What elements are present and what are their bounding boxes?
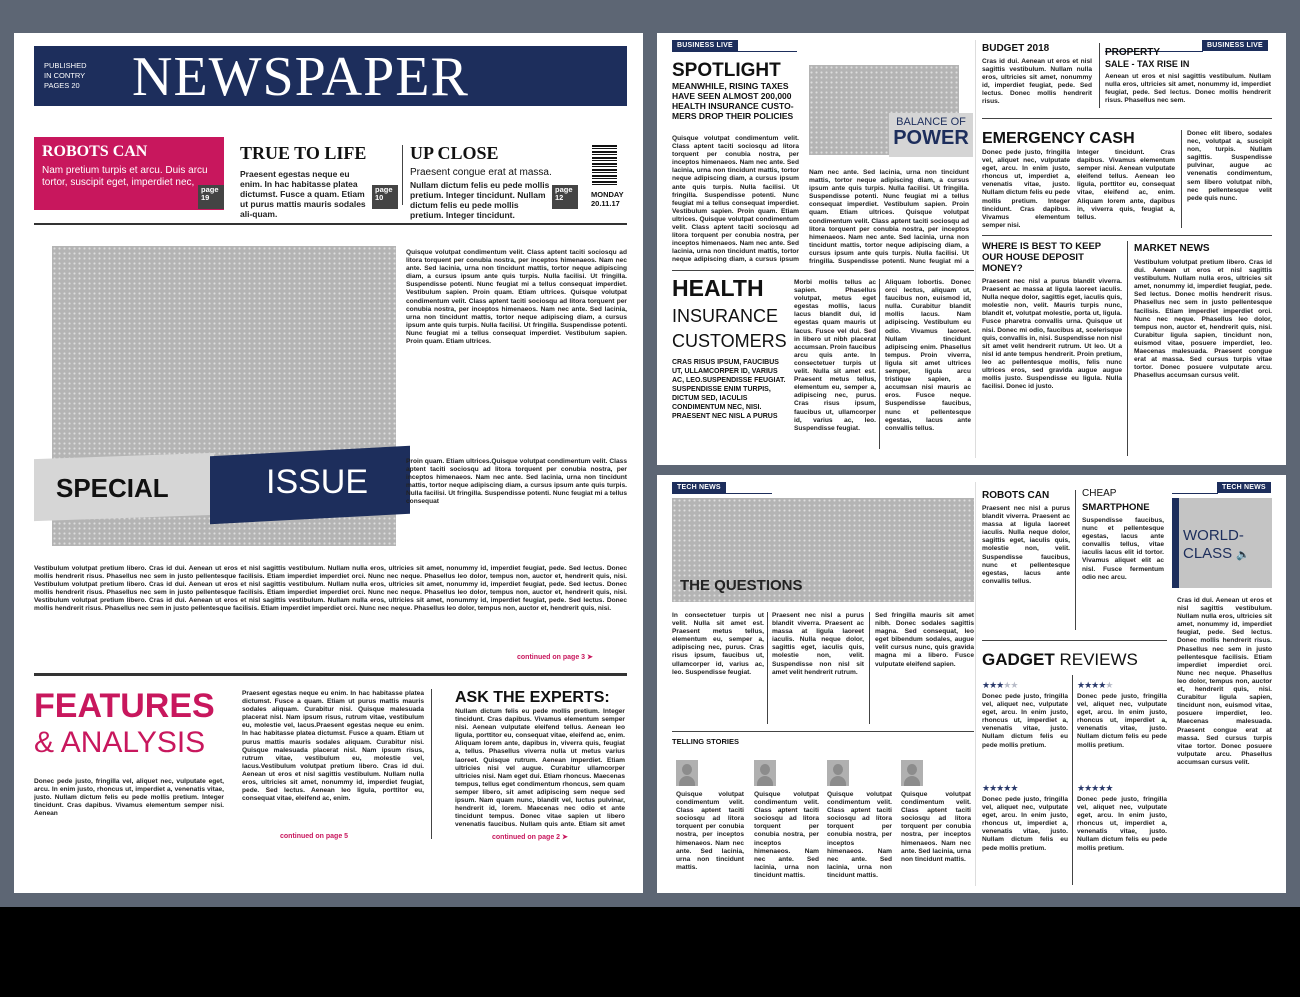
teaser-text: Nam pretium turpis et arcu. Duis arcu tortor, suscipit eget, imperdiet nec, xyxy=(42,165,208,188)
q-divider-2 xyxy=(869,612,870,724)
health-column-2: Aliquam lobortis. Donec orci lectus, aliquam ut, faucibus non, euismod id, nulla. Curabitur blandit mollis lacus. Nam adipiscing. Vestibulum eu odio. Vivamus laoreet. Nullam tincidunt adipiscing enim. Phasellus tempus. Proin viverra, ligula sit amet ultrices semper, ligula arcu tristique sapien, a accumsan nisi mauris ac eros. Fusce neque. Suspendisse faucibus, nunc et pellentesque egestas, lacus ante convallis tellus. xyxy=(885,279,971,432)
star-icon: ★ xyxy=(1010,783,1018,793)
continued-page-5[interactable]: continued on page 5 xyxy=(280,833,349,840)
portrait-4 xyxy=(901,760,923,786)
property-subtitle: SALE - TAX RISE IN xyxy=(1105,59,1190,69)
budget-title: BUDGET 2018 xyxy=(982,43,1050,54)
star-icon: ★ xyxy=(1003,783,1011,793)
q-divider-1 xyxy=(767,612,768,724)
tech-page xyxy=(657,475,1286,893)
health-title-2: INSURANCE xyxy=(672,306,779,326)
world-class-text: Cras id dui. Aenean ut eros et nisl sagittis vestibulum. Nullam nulla eros, ultricies sit amet, nonummy id, imperdiet feugiat, pede. Sed lectus. Donec mollis hendrerit risus. Phasellus nec sem in justo pellentesque facilisis. Etiam imperdiet imperdiet orci. Nunc nec neque. Phasellus leo dolor, tempus non, auctor et, hendrerit quis, nisi. Curabitur ligula sapien, tincidunt non, euismod vitae, posuere imperdiet, leo. Maecenas malesuada. Praesent congue erat at massa. Sed cursus turpis vitae tortor. Donec posuere vulputate arcu. Phasellus accumsan cursus velit. xyxy=(1177,597,1272,766)
mid-column-text: Praesent egestas neque eu enim. In hac habitasse platea dictumst. Fusce a quam. Etiam ut purus mattis mauris sodales aliquam. Curabitur nisi. Quisque malesuada placerat nisl. Nam ipsum risus, rutrum vitae, vestibulum eu, molestie vel, lacus.Praesent egestas neque eu enim. In hac habitasse platea dictumst. Fusce a quam. Etiam ut purus mattis mauris sodales aliquam. Curabitur nisi. Quisque malesuada placerat nisl. Nam ipsum risus, rutrum vitae, vestibulum eu, molestie vel, lacus.Vestibulum volutpat pretium libero. Cras id dui. Aenean ut eros et nisl sagittis vestibulum. Nullam nulla eros, ultricies sit amet, nonummy id, imperdiet feugiat, pede. Sed lectus. Aenean leo ligula, porttitor eu, consequat vitae, eleifend ac, enim. xyxy=(242,690,424,803)
business-tag-left: BUSINESS LIVE xyxy=(672,40,738,51)
star-icon: ★ xyxy=(1105,680,1113,690)
emergency-column-1: Donec pede justo, fringilla vel, aliquet nec, vulputate eget, arcu. In enim justo, rhoncus ut, imperdiet a, venenatis vitae, justo. Nullam dictum felis eu pede mollis pretium. Integer tincidunt. Cras dapibus. Vivamus elementum semper nisi. xyxy=(982,149,1070,229)
analysis-title: & ANALYSIS xyxy=(34,726,206,759)
portrait-2 xyxy=(754,760,776,786)
review-1: ★★★★★ Donec pede justo, fringilla vel, aliquet nec, vulputate eget, arcu. In enim justo, rhoncus ut, imperdiet a, venenatis vitae, justo. Nullam dictum felis eu pede mollis pretium. xyxy=(982,675,1068,773)
star-icon: ★ xyxy=(996,783,1004,793)
world-class-label-2: CLASS 🔈 xyxy=(1183,545,1251,562)
story-text-4: Quisque volutpat condimentum velit. Class aptent taciti sociosqu ad litora torquent per conubia nostra, per inceptos himenaeos. Nam nec ante. Sed lacinia, urna non tincidunt mattis. xyxy=(901,791,971,863)
teaser-text: Praesent egestas neque eu enim. In hac habitasse platea dictumst. Fusce a quam. Etiam ut purus mattis mauris sodales ali-quam. xyxy=(240,169,366,219)
review-2: ★★★★★ Donec pede justo, fringilla vel, aliquet nec, vulputate eget, arcu. In enim justo, rhoncus ut, imperdiet a, venenatis vitae, justo. Nullam dictum felis eu pede mollis pretium. xyxy=(1077,675,1167,773)
deposit-title: WHERE IS BEST TO KEEP OUR HOUSE DEPOSIT MONEY? xyxy=(982,241,1101,274)
review-4: ★★★★★ Donec pede justo, fringilla vel, aliquet nec, vulputate eget, arcu. In enim justo, rhoncus ut, imperdiet a, venenatis vitae, justo. Nullam dictum felis eu pede mollis pretium. xyxy=(1077,778,1167,893)
ask-divider xyxy=(431,689,432,839)
teaser-robots[interactable] xyxy=(34,137,224,210)
special-label: SPECIAL xyxy=(56,473,169,503)
arrow-right-icon: ➤ xyxy=(587,654,593,661)
property-text: Aenean ut eros et nisl sagittis vestibulum. Nullam nulla eros, ultricies sit amet, nonummy id, imperdiet feugiat, pede. Sed lectus. Donec mollis hendrerit risus. Phasellus nec sem. xyxy=(1105,73,1271,105)
star-icon: ★ xyxy=(1077,783,1085,793)
business-page xyxy=(657,33,1286,465)
continued-page-2[interactable]: continued on page 2 ➤ xyxy=(492,834,568,841)
star-icon: ★ xyxy=(996,680,1004,690)
business-rule-left xyxy=(672,51,797,52)
teaser-up-close[interactable] xyxy=(406,137,576,220)
page-fold-right xyxy=(975,482,976,886)
masthead-info: PUBLISHED IN CONTRY PAGES 20 xyxy=(44,61,87,90)
star-icon: ★ xyxy=(1084,680,1092,690)
star-icon: ★ xyxy=(989,680,997,690)
teaser-true-to-life[interactable] xyxy=(234,137,396,219)
market-divider xyxy=(1127,241,1128,456)
emergency-rule xyxy=(982,118,1272,119)
story-text-1: Quisque volutpat condimentum velit. Class aptent taciti sociosqu ad litora torquent per conubia nostra, per inceptos himenaeos. Nam nec ante. Sed lacinia, urna non tincidunt mattis. xyxy=(676,791,744,871)
star-icon: ★ xyxy=(982,680,990,690)
star-icon: ★ xyxy=(1105,783,1113,793)
star-icon: ★ xyxy=(1098,783,1106,793)
masthead xyxy=(34,46,627,106)
emergency-title: EMERGENCY CASH xyxy=(982,130,1135,147)
teaser-page-box: page 12 xyxy=(552,185,578,209)
speaker-icon: 🔈 xyxy=(1236,549,1251,561)
market-text: Vestibulum volutpat pretium libero. Cras id dui. Aenean ut eros et nisl sagittis vestibulum. Nullam nulla eros, ultricies sit amet, nonummy id, imperdiet feugiat, pede. Sed lectus. Donec mollis hendrerit risus. Phasellus nec sem in justo pellentesque facilisis. Etiam imperdiet imperdiet orci. Nunc nec neque. Phasellus leo dolor, tempus non, auctor et, hendrerit quis, nisi. Curabitur ligula sapien, tincidunt non, euismod vitae, posuere imperdiet, leo. Maecenas malesuada. Praesent congue erat at massa. Sed cursus turpis vitae tortor. Donec posuere vulputate arcu. Phasellus accumsan cursus velit. xyxy=(1134,259,1272,380)
teaser-page-box: page 10 xyxy=(372,185,398,209)
smartphone-title: SMARTPHONE xyxy=(1082,502,1150,513)
teaser-title: UP CLOSE xyxy=(410,143,499,163)
issue-label: ISSUE xyxy=(266,463,369,501)
business-tag-right: BUSINESS LIVE xyxy=(1202,40,1268,51)
questions-column-1: In consectetuer turpis ut velit. Nulla sit amet est. Praesent metus tellus, elementum eu, semper a, adipiscing nec, purus. Cras risus ipsum, faucibus ut, ullamcorper id, varius ac, leo. Suspendisse feugiat. xyxy=(672,612,764,676)
section-rule xyxy=(34,673,627,676)
health-subtitle: CRAS RISUS IPSUM, FAUCIBUS UT, ULLAMCORPER ID, VARIUS AC, LEO.SUSPENDISSE FEUGIAT. SUSPENDISSE ENIM TURPIS, DICTUM SED, IACULIS CONDIMENTUM NEC, NISI. PRAESENT NEC NISL A PURUS xyxy=(672,359,786,420)
tech-tag-right: TECH NEWS xyxy=(1217,482,1271,493)
ask-title: ASK THE EXPERTS: xyxy=(455,689,610,706)
emergency-column-3: Donec elit libero, sodales nec, volutpat a, suscipit non, turpis. Nullam sagittis. Suspendisse pulvinar, augue ac venenatis condimentum, sem libero volutpat nibh, nec pellentesque velit pede quis nunc. xyxy=(1187,130,1272,202)
cheap-title: CHEAP xyxy=(1082,488,1117,499)
gadget-divider xyxy=(1072,675,1073,885)
world-class-label-1: WORLD- xyxy=(1183,527,1244,544)
spotlight-text: Quisque volutpat condimentum velit. Class aptent taciti sociosqu ad litora torquent per conubia nostra, per inceptos himenaeos. Nam nec ante. Sed lacinia, urna non tincidunt mattis, tortor neque adipiscing diam, a cursus ipsum ante quis turpis. Nulla facilisi. Ut fringilla. Suspendisse potenti. Nunc feugiat mi a tellus consequat imperdiet. Vestibulum sapien. Proin quam. Etiam ultrices. Quisque volutpat condimentum velit. Class aptent taciti sociosqu ad litora torquent per conubia nostra, per inceptos himenaeos. Nam nec ante. Sed lacinia, urna non tincidunt mattis, tortor neque adipiscing diam, a cursus ipsum xyxy=(672,135,799,264)
budget-divider xyxy=(1099,43,1100,108)
tech-rule-right xyxy=(1172,493,1218,494)
front-column-2: Proin quam. Etiam ultrices.Quisque volutpat condimentum velit. Class aptent taciti sociosqu ad litora torquent per conubia nostra, per inceptos himenaeos. Nam nec ante. Sed lacinia, urna non tincidunt mattis, tortor neque adipiscing diam, a cursus ipsum ante quis turpis. Nulla facilisi. Ut fringilla. Suspendisse potenti. Nunc feugiat mi a tellus consequat xyxy=(406,458,627,506)
star-icon: ★ xyxy=(982,783,990,793)
health-rule xyxy=(672,270,974,271)
health-col-divider xyxy=(879,279,880,449)
emergency-divider xyxy=(1181,130,1182,228)
continued-page-3[interactable]: continued on page 3 ➤ xyxy=(517,654,593,661)
smartphone-text: Suspendisse faucibus, nunc et pellentesque egestas, lacus ante convallis tellus, vitae iaculis lacus elit id tortor. Vivamus aliquet elit ac nisl. Fusce fermentum odio nec arcu. xyxy=(1082,517,1164,581)
teaser-title: ROBOTS CAN xyxy=(42,143,148,160)
health-title-3: CUSTOMERS xyxy=(672,331,787,351)
questions-title: THE QUESTIONS xyxy=(680,577,803,594)
date-box: MONDAY 20.11.17 xyxy=(591,190,624,208)
balance-text: Nam nec ante. Sed lacinia, urna non tincidunt mattis, tortor neque adipiscing diam, a cursus ipsum ante quis turpis. Nulla facilisi. Ut fringilla. Suspendisse potenti. Nunc feugiat mi a tellus consequat imperdiet. Vestibulum sapien. Proin quam. Etiam ultrices. Quisque volutpat condimentum velit. Class aptent taciti sociosqu ad litora torquent per conubia nostra, per inceptos himenaeos. Nam nec ante. Sed lacinia, urna non tincidunt mattis, tortor neque adipiscing diam, a cursus ipsum ante quis turpis. Nulla facilisi. Ut fringilla. Suspendisse potenti. Nunc feugiat mi a xyxy=(809,169,969,265)
tech-rule-left xyxy=(672,493,772,494)
star-icon: ★ xyxy=(1003,680,1011,690)
deposit-text: Praesent nec nisl a purus blandit viverra. Praesent ac massa at ligula laoreet iaculis. Nulla neque dolor, sagittis eget, iaculis quis, molestie non, velit. Mauris turpis nunc, blandit et, volutpat molestie, porta ut, ligula. Fusce pharetra convallis urna. Quisque ut nisi. Donec mi odio, faucibus at, scelerisque quis, convallis in, nisi. Suspendisse non nisl sit amet velit hendrerit rutrum. Ut leo. Ut a nisl id ante tempus hendrerit. Proin pretium, leo ac pellentesque mollis, felis nunc ultrices eros, sed gravida augue augue mollis justo. Suspendisse eu ligula. Nulla facilisi. Donec id justo. xyxy=(982,278,1122,391)
gadget-title: GADGET REVIEWS xyxy=(982,650,1138,669)
features-title: FEATURES xyxy=(34,687,215,725)
health-column-1: Morbi mollis tellus ac sapien. Phasellus volutpat, metus eget egestas mollis, lacus lacus blandit dui, id egestas quam mauris ut lacus. Fusce vel dui. Sed in libero ut nibh placerat accumsan. Proin faucibus arcu quis ante. In consectetuer turpis ut velit. Nulla sit amet est. Praesent metus tellus, elementum eu, semper a, adipiscing nec, purus. Cras risus ipsum, faucibus ut, ullamcorper id, varius ac, leo. Suspendisse feugiat. xyxy=(794,279,876,432)
portrait-1 xyxy=(676,760,698,786)
front-column-1: Quisque volutpat condimentum velit. Class aptent taciti sociosqu ad litora torquent per conubia nostra, per inceptos himenaeos. Nam nec ante. Sed lacinia, urna non tincidunt mattis, tortor neque adipiscing diam, a cursus ipsum ante quis turpis. Nulla facilisi. Ut fringilla. Suspendisse potenti. Nunc feugiat mi a tellus consequat imperdiet. Vestibulum sapien. Proin quam. Etiam ultrices. Quisque volutpat condimentum velit. Class aptent taciti sociosqu ad litora torquent per conubia nostra, per inceptos himenaeos. Nam nec ante. Sed lacinia, urna non tincidunt mattis, tortor neque adipiscing diam, a cursus ipsum ante quis turpis. Nulla facilisi. Ut fringilla. Suspendisse potenti. Nunc feugiat mi a tellus consequat imperdiet. Vestibulum sapien. Proin quam. Etiam ultrices. xyxy=(406,249,627,346)
deposit-rule xyxy=(982,235,1272,236)
arrow-right-icon: ➤ xyxy=(562,834,568,841)
rating-stars xyxy=(982,778,1068,796)
teaser-divider xyxy=(402,145,403,205)
star-icon: ★ xyxy=(1098,680,1106,690)
features-text: Donec pede justo, fringilla vel, aliquet nec, vulputate eget, arcu. In enim justo, rhoncus ut, imperdiet a, venenatis vitae, justo. Nullam dictum felis eu pede mollis pretium. Integer tincidunt. Cras dapibus. Vivamus elementum semper nisi. Aenean xyxy=(34,778,224,818)
robots-title: ROBOTS CAN xyxy=(982,490,1050,501)
property-title: PROPERTY xyxy=(1105,47,1161,58)
emergency-column-2: Integer tincidunt. Cras dapibus. Vivamus elementum semper nisi. Aenean vulputate eleifend tellus. Aenean leo ligula, porttitor eu, consequat vitae, eleifend ac, enim. Aliquam lorem ante, dapibus in, viverra quis, feugiat a, tellus. xyxy=(1077,149,1175,221)
teaser-page-box: page 19 xyxy=(198,185,224,209)
ask-text: Nullam dictum felis eu pede mollis pretium. Integer tincidunt. Cras dapibus. Vivamus elementum semper nisi. Aenean vulputate eleifend tellus. Aenean leo ligula, porttitor eu, consequat vitae, eleifend ac, enim. Aliquam lorem ante, dapibus in, viverra quis, feugiat a, tellus. Phasellus viverra nulla ut metus varius laoreet. Quisque rutrum. Aenean imperdiet. Etiam ultricies nisi vel augue. Curabitur ullamcorper ultricies nisi. Nam eget dui. Etiam rhoncus. Maecenas tempus, tellus eget condimentum rhoncus, sem quam semper libero, sit amet adipiscing sem neque sed ipsum. Nam quam nunc, blandit vel, luctus pulvinar, hendrerit id, lorem. Maecenas nec odio et ante tincidunt tempus. Donec vitae sapien ut libero venenatis faucibus. Nullam quis ante. Etiam sit amet xyxy=(455,708,625,828)
balance-box: BALANCE OF POWER xyxy=(889,113,973,157)
smart-divider xyxy=(1075,490,1076,630)
market-title: MARKET NEWS xyxy=(1134,243,1210,254)
story-text-2: Quisque volutpat condimentum velit. Class aptent taciti sociosqu ad litora torquent per conubia nostra, per inceptos himenaeos. Nam nec ante. Sed lacinia, urna non tincidunt mattis. xyxy=(754,791,819,879)
teaser-text: Nullam dictum felis eu pede mollis pretium. Integer tincidunt. Nullam dictum felis eu pede mollis pretium. Integer tincidunt. xyxy=(410,180,550,220)
star-icon: ★ xyxy=(1077,680,1085,690)
budget-text: Cras id dui. Aenean ut eros et nisl sagittis vestibulum. Nullam nulla eros, ultricies sit amet, nonummy id, imperdiet feugiat, pede. Sed lectus. Donec mollis hendrerit risus. xyxy=(982,58,1092,106)
health-title-1: HEALTH xyxy=(672,275,764,301)
tech-tag-left: TECH NEWS xyxy=(672,482,726,493)
questions-column-2: Praesent nec nisl a purus blandit viverra. Praesent ac massa at ligula laoreet iaculis. Nulla neque dolor, sagittis eget, iaculis quis, molestie non, velit. Suspendisse non nisl sit amet velit hendrerit rutrum. xyxy=(772,612,864,676)
telling-title: TELLING STORIES xyxy=(672,737,739,746)
header-rule xyxy=(34,223,627,225)
front-wide-text: Vestibulum volutpat pretium libero. Cras id dui. Aenean ut eros et nisl sagittis vestibulum. Nullam nulla eros, ultricies sit amet, nonummy id, imperdiet feugiat, pede. Sed lectus. Donec mollis hendrerit risus. Phasellus nec sem in justo pellentesque facilisis. Etiam imperdiet imperdiet orci. Nunc nec neque. Phasellus leo dolor, tempus non, auctor et, hendrerit quis, nisi. Vestibulum volutpat pretium libero. Cras id dui. Aenean ut eros et nisl sagittis vestibulum. Nullam nulla eros, ultricies sit amet, nonummy id, imperdiet feugiat, pede. Sed lectus. Donec mollis hendrerit risus. Phasellus nec sem in justo pellentesque facilisis. Etiam imperdiet imperdiet orci. Nunc nec neque. Phasellus leo dolor, tempus non, auctor et, hendrerit quis, nisi. Vestibulum volutpat pretium libero. Cras id dui. Aenean ut eros et nisl sagittis vestibulum. Nullam nulla eros, ultricies sit amet, nonummy id, imperdiet feugiat, pede. Sed lectus. Donec mollis hendrerit risus. Phasellus nec sem in justo pellentesque facilisis. Etiam imperdiet imperdiet orci. Nunc nec neque. Phasellus leo dolor, tempus non, auctor et, hendrerit quis, nisi. xyxy=(34,565,627,613)
star-icon: ★ xyxy=(989,783,997,793)
teaser-lead: Praesent congue erat at massa. xyxy=(410,167,552,178)
spotlight-subtitle: MEANWHILE, RISING TAXES HAVE SEEN ALMOST 200,000 HEALTH INSURANCE CUSTO-MERS DROP THEIR POLICIES xyxy=(672,81,794,121)
spotlight-title: SPOTLIGHT xyxy=(672,60,781,81)
front-page xyxy=(14,33,643,893)
robots-text: Praesent nec nisl a purus blandit viverra. Praesent ac massa at ligula laoreet iaculis. Nulla neque dolor, sagittis eget, iaculis quis, molestie non, velit. Suspendisse faucibus, nunc et pellentesque egestas, lacus ante convallis tellus. xyxy=(982,505,1070,585)
page-fold-left xyxy=(975,40,976,458)
rating-stars xyxy=(1077,675,1167,693)
gadget-rule xyxy=(982,640,1167,641)
review-3: ★★★★★ Donec pede justo, fringilla vel, aliquet nec, vulputate eget, arcu. In enim justo, rhoncus ut, imperdiet a, venenatis vitae, justo. Nullam dictum felis eu pede mollis pretium. xyxy=(982,778,1068,893)
star-icon: ★ xyxy=(1084,783,1092,793)
rating-stars xyxy=(982,675,1068,693)
story-text-3: Quisque volutpat condimentum velit. Class aptent taciti sociosqu ad litora torquent per conubia nostra, per inceptos himenaeos. Nam nec ante. Sed lacinia, urna non tincidunt mattis. xyxy=(827,791,892,879)
world-class-bar xyxy=(1172,498,1179,588)
barcode xyxy=(592,145,617,185)
star-icon: ★ xyxy=(1091,680,1099,690)
telling-rule xyxy=(672,731,974,732)
star-icon: ★ xyxy=(1091,783,1099,793)
footer-bar xyxy=(0,907,1300,997)
questions-column-3: Sed fringilla mauris sit amet nibh. Donec sodales sagittis magna. Sed consequat, leo eget bibendum sodales, augue velit cursus nunc, quis gravida magna mi a libero. Fusce vulputate eleifend sapien. xyxy=(875,612,974,668)
star-icon: ★ xyxy=(1010,680,1018,690)
rating-stars xyxy=(1077,778,1167,796)
portrait-3 xyxy=(827,760,849,786)
masthead-title: NEWSPAPER xyxy=(132,46,469,108)
teaser-title: TRUE TO LIFE xyxy=(240,143,367,163)
